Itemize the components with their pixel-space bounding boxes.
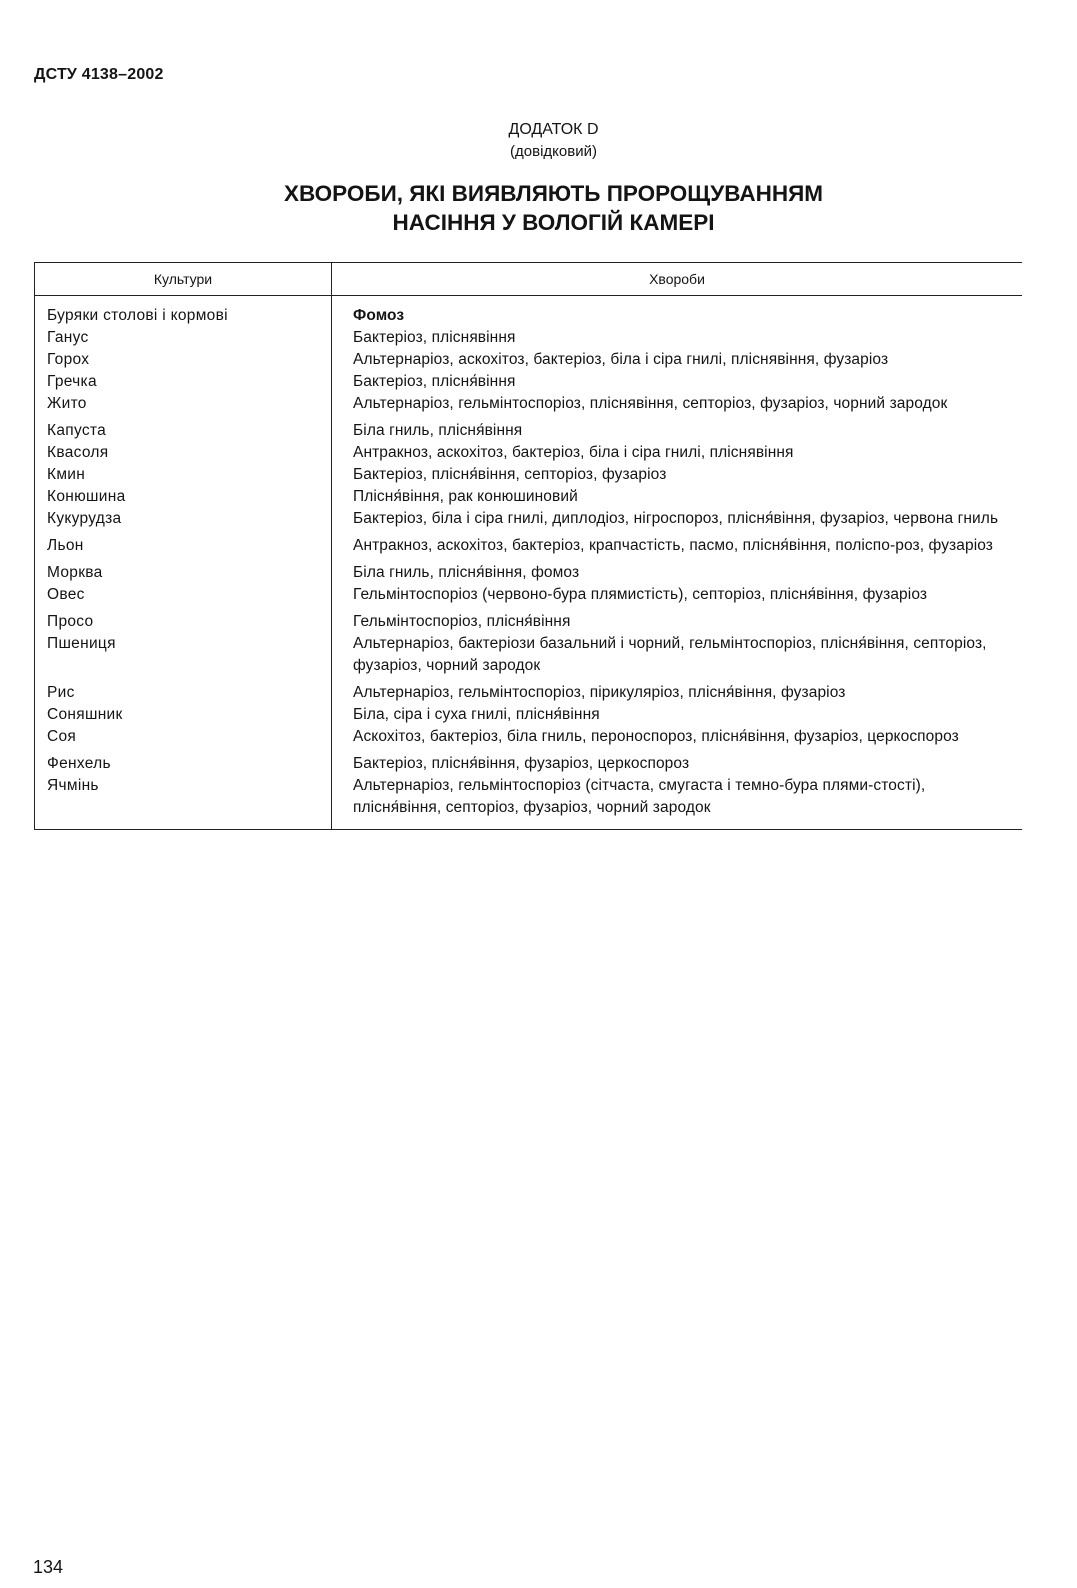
crop-cell: Кмин — [35, 464, 332, 486]
crop-cell: Гречка — [35, 371, 332, 393]
disease-cell: Гельмінтоспоріоз (червоно-бура плямистість), септоріоз, плісня́віння, фузаріоз — [353, 586, 928, 603]
table-row — [35, 464, 1023, 486]
disease-cell: Аскохітоз, бактеріоз, біла гниль, пероноспороз, плісня́віння, фузаріоз, церкоспороз — [353, 728, 959, 745]
table-row — [35, 584, 1023, 611]
crop-cell: Ганус — [35, 327, 332, 349]
disease-cell: Антракноз, аскохітоз, бактеріоз, крапчастість, пасмо, плісня́віння, поліспо-роз, фузаріоз — [353, 537, 994, 554]
crop-cell: Соя — [35, 726, 332, 753]
annex-type: (довідковий) — [510, 143, 597, 160]
disease-cell: Бактеріоз, плісня́віння — [353, 373, 516, 390]
crop-cell: Горох — [35, 349, 332, 371]
table-row — [35, 633, 1023, 682]
page-number: 134 — [33, 1557, 64, 1577]
disease-cell: Біла гниль, плісня́віння, фомоз — [353, 564, 580, 581]
table-row — [35, 420, 1023, 442]
table-row — [35, 442, 1023, 464]
annex-label: ДОДАТОК D — [508, 121, 599, 138]
table-row — [35, 296, 1023, 328]
table-row — [35, 753, 1023, 775]
table-row — [35, 726, 1023, 753]
disease-cell: Альтернаріоз, аскохітоз, бактеріоз, біла і сіра гнилі, пліснявіння, фузаріоз — [353, 351, 889, 368]
column-header-diseases: Хвороби — [332, 263, 1023, 296]
table-row — [35, 535, 1023, 562]
disease-cell: Бактеріоз, плісня́віння, септоріоз, фузаріоз — [353, 466, 667, 483]
crop-cell: Овес — [35, 584, 332, 611]
crop-cell: Жито — [35, 393, 332, 420]
table-row — [35, 562, 1023, 584]
disease-cell: Гельмінтоспоріоз, плісня́віння — [353, 613, 571, 630]
crop-cell: Ячмінь — [35, 775, 332, 830]
table-row — [35, 349, 1023, 371]
table-row — [35, 775, 1023, 830]
table-row — [35, 704, 1023, 726]
disease-cell: Біла гниль, плісня́віння — [353, 422, 523, 439]
crop-cell: Конюшина — [35, 486, 332, 508]
crop-cell: Рис — [35, 682, 332, 704]
table-row — [35, 611, 1023, 633]
table-row — [35, 393, 1023, 420]
annex-title-line-1: ХВОРОБИ, ЯКІ ВИЯВЛЯЮТЬ ПРОРОЩУВАННЯМ — [283, 181, 824, 206]
disease-cell: Фомоз — [353, 307, 405, 324]
table-row — [35, 508, 1023, 535]
table-row — [35, 486, 1023, 508]
table-row — [35, 682, 1023, 704]
crop-cell: Морква — [35, 562, 332, 584]
disease-cell: Альтернаріоз, гельмінтоспоріоз, пліснявіння, септоріоз, фузаріоз, чорний зародок — [353, 395, 948, 412]
table-row — [35, 371, 1023, 393]
disease-cell: Бактеріоз, пліснявіння — [353, 329, 516, 346]
disease-cell: Бактеріоз, біла і сіра гнилі, диплодіоз, нігроспороз, плісня́віння, фузаріоз, червона гниль — [353, 510, 999, 527]
document-code: ДСТУ 4138–2002 — [34, 66, 164, 83]
crop-cell: Льон — [35, 535, 332, 562]
disease-cell: Альтернаріоз, гельмінтоспоріоз (сітчаста, смугаста і темно-бура плями-стості), плісня́віння, септоріоз, фузаріоз, чорний зародок — [332, 775, 1023, 830]
disease-cell: Плісня́віння, рак конюшиновий — [353, 488, 578, 505]
table-row — [35, 327, 1023, 349]
disease-cell: Альтернаріоз, бактеріози базальний і чорний, гельмінтоспоріоз, плісня́віння, септоріоз, фузаріоз, чорний зародок — [353, 635, 987, 674]
disease-cell: Альтернаріоз, гельмінтоспоріоз, пірикуляріоз, плісня́віння, фузаріоз — [353, 684, 846, 701]
table-header-row — [35, 263, 1023, 296]
disease-cell: Бактеріоз, плісня́віння, фузаріоз, церкоспороз — [353, 755, 690, 772]
disease-cell: Антракноз, аскохітоз, бактеріоз, біла і сіра гнилі, пліснявіння — [353, 444, 794, 461]
crop-cell: Квасоля — [35, 442, 332, 464]
disease-cell: Біла, сіра і суха гнилі, плісня́віння — [353, 706, 600, 723]
crop-cell: Буряки столові і кормові — [35, 296, 332, 328]
column-header-crops: Культури — [35, 263, 332, 296]
crop-cell: Капуста — [35, 420, 332, 442]
diseases-table — [34, 262, 1022, 830]
crop-cell: Соняшник — [35, 704, 332, 726]
crop-cell: Просо — [35, 611, 332, 633]
crop-cell: Фенхель — [35, 753, 332, 775]
crop-cell: Кукурудза — [35, 508, 332, 535]
annex-title-line-2: НАСІННЯ У ВОЛОГІЙ КАМЕРІ — [392, 210, 715, 235]
crop-cell: Пшениця — [35, 633, 332, 682]
